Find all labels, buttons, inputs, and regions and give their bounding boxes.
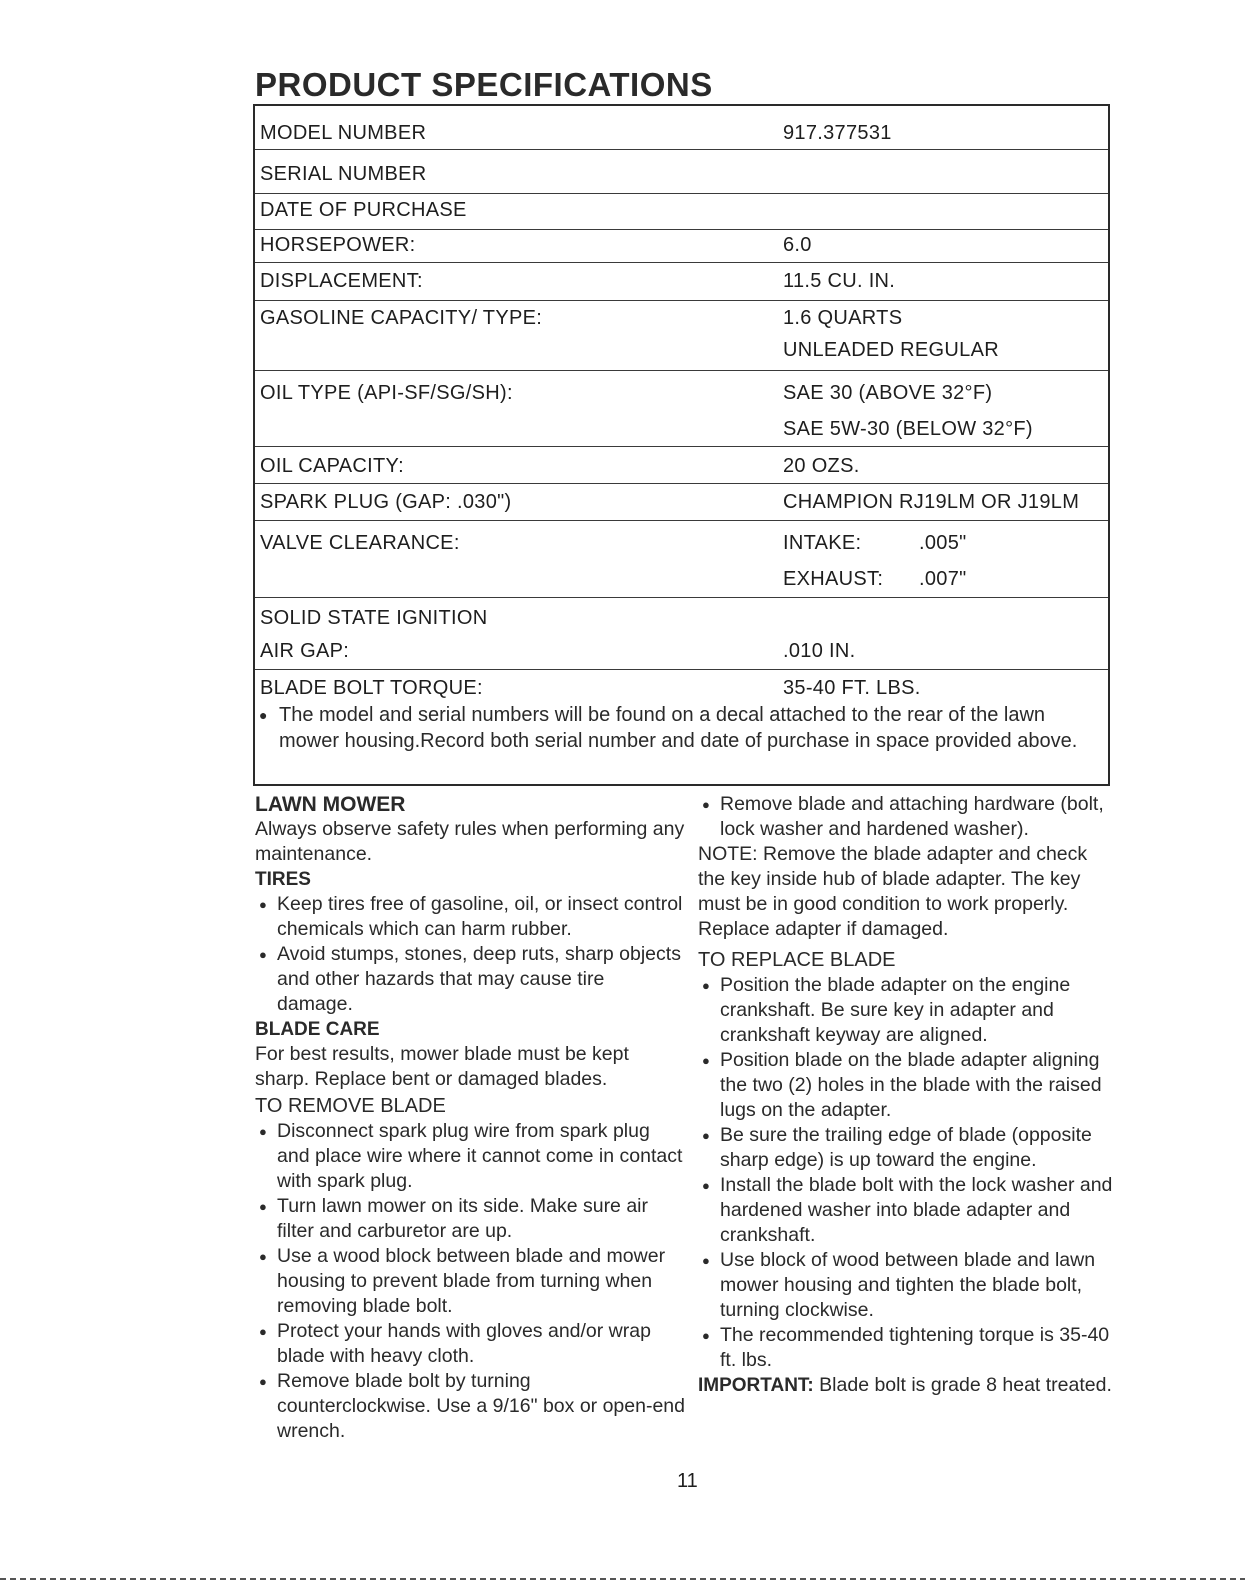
spec-label: SPARK PLUG (GAP: .030") [260,491,512,513]
spec-row-gasoline [255,300,1108,371]
list-item: ● Avoid stumps, stones, deep ruts, sharp objects and other hazards that may cause tire damage. [259,943,681,1015]
spec-row-valve-clearance [255,520,1108,598]
important-note [698,1373,1118,1398]
page-title: PRODUCT SPECIFICATIONS [255,66,713,103]
spec-label: DISPLACEMENT: [260,270,423,292]
spec-row-blade-bolt-torque [255,669,1108,701]
bullet-icon: ● [702,797,710,812]
spec-label-air-gap: AIR GAP: [260,640,350,662]
bullet-icon: ● [259,1249,267,1264]
page-number: 11 [677,1470,698,1492]
spec-note [259,702,1098,754]
bullet-icon: ● [259,1324,267,1339]
list-item: ● Keep tires free of gasoline, oil, or insect control chemicals which can harm rubber. [259,893,683,940]
bullet-icon: ● [259,947,267,962]
spec-row-ignition [255,597,1108,670]
spec-label: SERIAL NUMBER [260,163,427,185]
spec-note-text: The model and serial numbers will be found on a decal attached to the rear of the lawn mower housing.Record both serial number and date of purchase in space provided above. [279,704,1078,752]
list-item: ● Position the blade adapter on the engine crankshaft. Be sure key in adapter and crankshaft keyway are aligned. [702,974,1071,1046]
list-item: ● The recommended tightening torque is 35-40 ft. lbs. [702,1324,1110,1371]
bullet-icon: ● [259,1124,267,1139]
spec-value: 35-40 FT. LBS. [783,677,921,699]
spec-label: DATE OF PURCHASE [260,199,467,221]
spec-label: SOLID STATE IGNITION [260,607,488,629]
list-item: ● Position blade on the blade adapter aligning the two (2) holes in the blade with the raised lugs on the adapter. [702,1049,1102,1121]
spec-value: 20 OZS. [783,455,860,477]
spec-value-intake [783,532,967,555]
bullet-icon: ● [702,1253,710,1268]
section-heading-blade-care: BLADE CARE [255,1019,380,1040]
note-text: NOTE: Remove the blade adapter and check the key inside hub of blade adapter. The key must be in good condition to work properly. Replace adapter if damaged. [698,843,1088,940]
intake-label: INTAKE: [783,532,862,554]
spec-label: VALVE CLEARANCE: [260,532,460,554]
bullet-icon: ● [259,707,268,723]
bullet-icon: ● [259,1374,267,1389]
specifications-table [253,104,1110,786]
spec-value: 1.6 QUARTS [783,307,903,329]
blade-care-text: For best results, mower blade must be kept sharp. Replace bent or damaged blades. [255,1043,629,1090]
list-item: ● Install the blade bolt with the lock washer and hardened washer into blade adapter and crankshaft. [702,1174,1113,1246]
spec-value: 6.0 [783,234,812,256]
left-column [255,792,685,1444]
bullet-icon: ● [702,1053,710,1068]
intake-value: .005" [919,532,967,554]
spec-row-date-of-purchase [255,193,1108,230]
spec-label: GASOLINE CAPACITY/ TYPE: [260,307,543,329]
spec-label: BLADE BOLT TORQUE: [260,677,483,699]
bullet-icon: ● [259,1199,267,1214]
spec-value-air-gap: .010 IN. [783,640,856,662]
section-heading-lawn-mower: LAWN MOWER [255,793,406,816]
spec-row-serial-number [255,149,1108,194]
spec-value: 917.377531 [783,122,892,144]
bullet-icon: ● [259,897,267,912]
bullet-icon: ● [702,978,710,993]
section-heading-remove-blade: TO REMOVE BLADE [255,1095,446,1117]
spec-label: HORSEPOWER: [260,234,416,256]
list-item: ● Protect your hands with gloves and/or wrap blade with heavy cloth. [259,1320,651,1367]
section-heading-replace-blade: TO REPLACE BLADE [698,949,896,971]
list-item: ● Be sure the trailing edge of blade (opposite sharp edge) is up toward the engine. [702,1124,1092,1171]
important-label: IMPORTANT: [698,1375,814,1396]
list-item: ● Turn lawn mower on its side. Make sure air filter and carburetor are up. [259,1195,648,1242]
bullet-icon: ● [702,1178,710,1193]
spec-label: OIL TYPE (API-SF/SG/SH): [260,382,513,404]
spec-value-secondary: UNLEADED REGULAR [783,339,999,361]
spec-value-secondary: SAE 5W-30 (BELOW 32°F) [783,418,1033,440]
important-text: Blade bolt is grade 8 heat treated. [819,1374,1112,1396]
spec-value: CHAMPION RJ19LM OR J19LM [783,491,1080,513]
exhaust-value: .007" [919,568,967,590]
spec-value-exhaust [783,568,967,591]
bullet-icon: ● [702,1128,710,1143]
spec-row-model-number [255,106,1108,150]
spec-value: 11.5 CU. IN. [783,270,896,292]
spec-row-displacement [255,262,1108,301]
right-column [698,792,1118,1398]
spec-row-horsepower [255,229,1108,263]
spec-row-oil-capacity [255,446,1108,484]
section-heading-tires: TIRES [255,869,311,890]
list-item: ● Use a wood block between blade and mower housing to prevent blade from turning when removing blade bolt. [259,1245,666,1317]
spec-row-spark-plug [255,483,1108,521]
spec-value: SAE 30 (ABOVE 32°F) [783,382,993,404]
list-item: ● Remove blade and attaching hardware (bolt, lock washer and hardened washer). [702,793,1104,840]
spec-label: MODEL NUMBER [260,122,427,144]
list-item: ● Disconnect spark plug wire from spark plug and place wire where it cannot come in contact with spark plug. [259,1120,683,1192]
list-item: ● Remove blade bolt by turning counterclockwise. Use a 9/16" box or open-end wrench. [259,1370,685,1442]
spec-label: OIL CAPACITY: [260,455,404,477]
spec-row-oil-type [255,370,1108,447]
bottom-divider [0,1578,1245,1580]
exhaust-label: EXHAUST: [783,568,884,590]
intro-text: Always observe safety rules when performing any maintenance. [255,818,685,865]
bullet-icon: ● [702,1328,710,1343]
list-item: ● Use block of wood between blade and lawn mower housing and tighten the blade bolt, turning clockwise. [702,1249,1096,1321]
